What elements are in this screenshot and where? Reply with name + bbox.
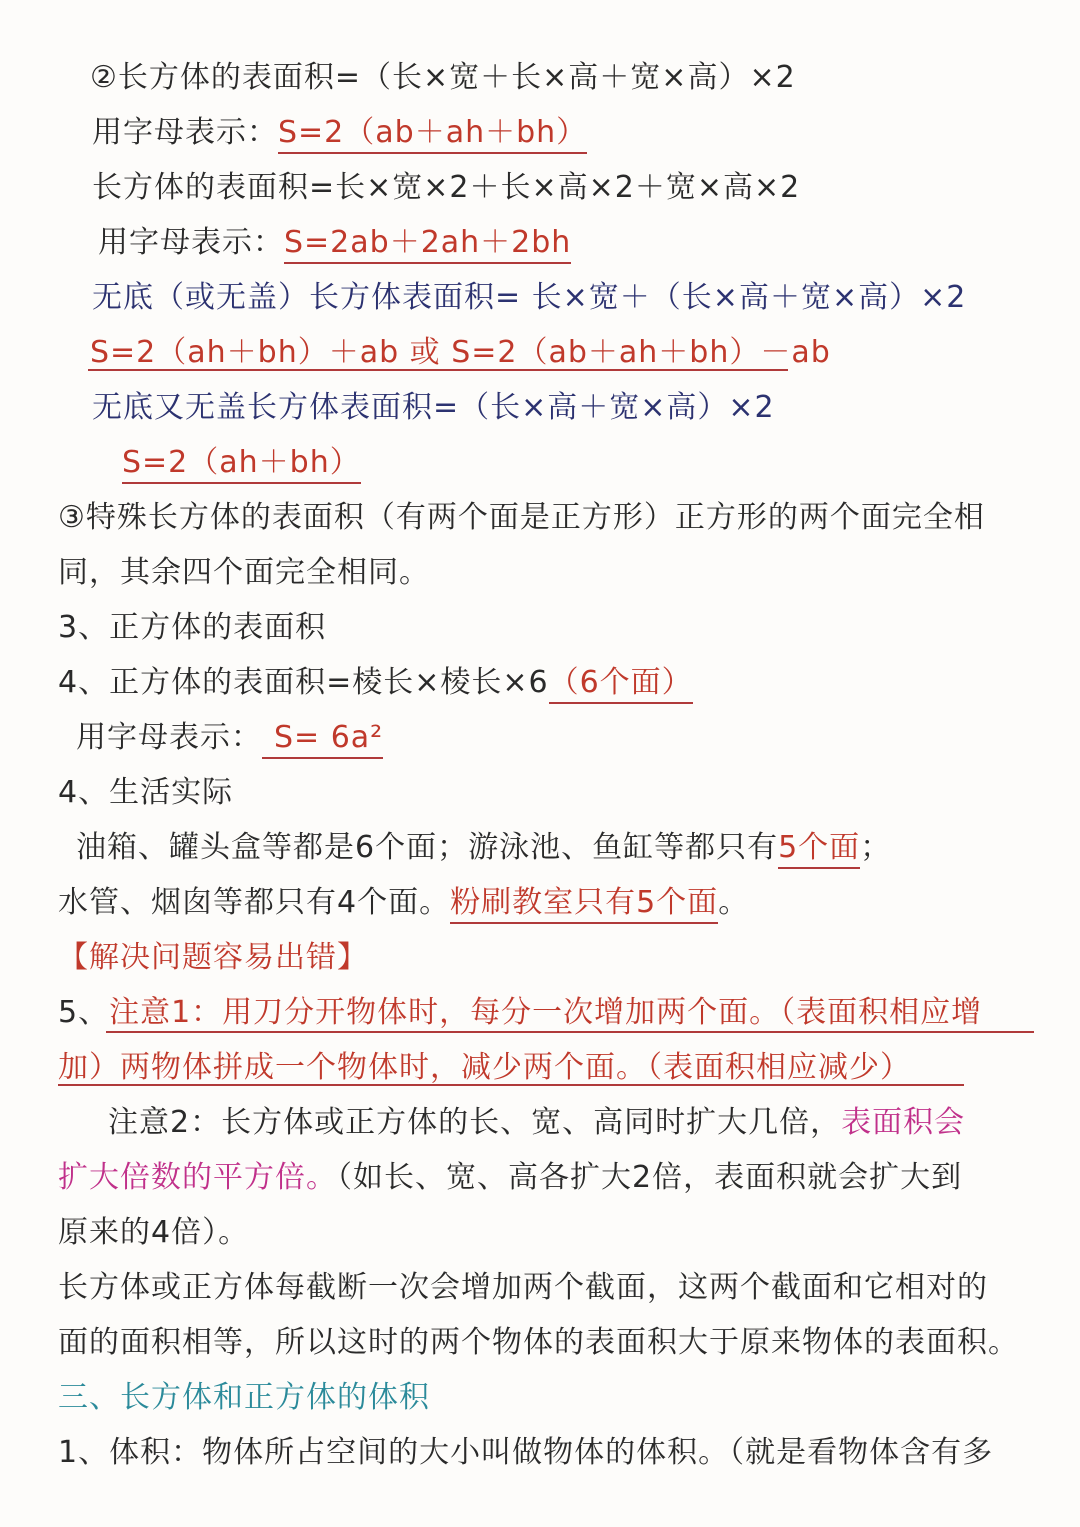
open-top-cuboid-formula: 无底（或无盖）长方体表面积= 长×宽＋（长×高＋宽×高）×2: [92, 280, 967, 315]
volume-section-heading: 三、长方体和正方体的体积: [58, 1380, 430, 1415]
underline: [106, 1031, 1034, 1033]
formula-text: 4、正方体的表面积=棱长×棱长×6: [58, 665, 549, 700]
real-life-text-2: [58, 883, 749, 923]
letter-formula: S= 6a²: [262, 720, 383, 759]
no-top-no-bottom-letter-formula: [122, 443, 361, 483]
letter-label: 用字母表示：: [98, 225, 284, 260]
letter-formula-row-2: [98, 223, 571, 263]
text-end: ；: [860, 830, 892, 865]
cuboid-surface-area-formula: ②长方体的表面积=（长×宽＋长×高＋宽×高）×2: [90, 60, 796, 95]
highlight: 表面积会: [841, 1105, 966, 1140]
letter-formula: S=2（ah＋bh）: [122, 445, 361, 484]
note-1-line-1: [58, 993, 982, 1033]
six-faces-note: （6个面）: [549, 665, 693, 704]
letter-formula: S=2（ab＋ah＋bh）: [278, 115, 587, 154]
real-life-text-1: [76, 828, 891, 868]
cut-note-line-2: 面的面积相等，所以这时的两个物体的表面积大于原来物体的表面积。: [58, 1325, 1019, 1360]
text: 水管、烟囱等都只有4个面。: [58, 885, 451, 920]
cube-surface-formula: [58, 663, 693, 703]
underline: [88, 369, 788, 371]
highlight: 粉刷教室只有5个面: [450, 885, 718, 924]
letter-label: 用字母表示：: [92, 115, 278, 150]
common-mistakes-heading: 【解决问题容易出错】: [58, 940, 368, 975]
note-2-line-3: 原来的4倍）。: [58, 1215, 250, 1250]
underline: [58, 1084, 964, 1086]
no-top-no-bottom-formula: 无底又无盖长方体表面积=（长×高＋宽×高）×2: [92, 390, 775, 425]
cut-note-line-1: 长方体或正方体每截断一次会增加两个截面，这两个截面和它相对的: [58, 1270, 988, 1305]
note-2-line-1: [108, 1103, 965, 1143]
item-number: 5、: [58, 995, 110, 1030]
note-1-line-2: 加）两物体拼成一个物体时，减少两个面。（表面积相应减少）: [58, 1050, 911, 1085]
special-cuboid-text-1: ③特殊长方体的表面积（有两个面是正方形）正方形的两个面完全相: [58, 500, 985, 535]
note-text: 注意2：长方体或正方体的长、宽、高同时扩大几倍，: [108, 1105, 842, 1140]
note-text: （如长、宽、高各扩大2倍，表面积就会扩大到: [337, 1160, 963, 1195]
letter-label: 用字母表示：: [76, 720, 262, 755]
note-2-line-2: [58, 1158, 962, 1198]
open-top-letter-formula: S=2（ah＋bh）＋ab 或 S=2（ab＋ah＋bh）－ab: [90, 335, 831, 370]
text-end: 。: [718, 885, 750, 920]
real-life-heading: 4、生活实际: [58, 775, 234, 810]
special-cuboid-text-2: 同，其余四个面完全相同。: [58, 555, 430, 590]
letter-formula-row-3: [76, 718, 383, 758]
highlight: 5个面: [778, 830, 860, 869]
note-text: 注意1：用刀分开物体时，每分一次增加两个面。（表面积相应增: [109, 995, 983, 1030]
highlight: 扩大倍数的平方倍。: [58, 1160, 337, 1195]
letter-formula-row-1: [92, 113, 587, 153]
text: 油箱、罐头盒等都是6个面；游泳池、鱼缸等都只有: [76, 830, 779, 865]
cuboid-surface-area-formula-expanded: 长方体的表面积=长×宽×2＋长×高×2＋宽×高×2: [92, 170, 801, 205]
volume-definition: 1、体积：物体所占空间的大小叫做物体的体积。（就是看物体含有多: [58, 1435, 994, 1470]
letter-formula: S=2ab＋2ah＋2bh: [284, 225, 571, 264]
cube-surface-heading: 3、正方体的表面积: [58, 610, 327, 645]
